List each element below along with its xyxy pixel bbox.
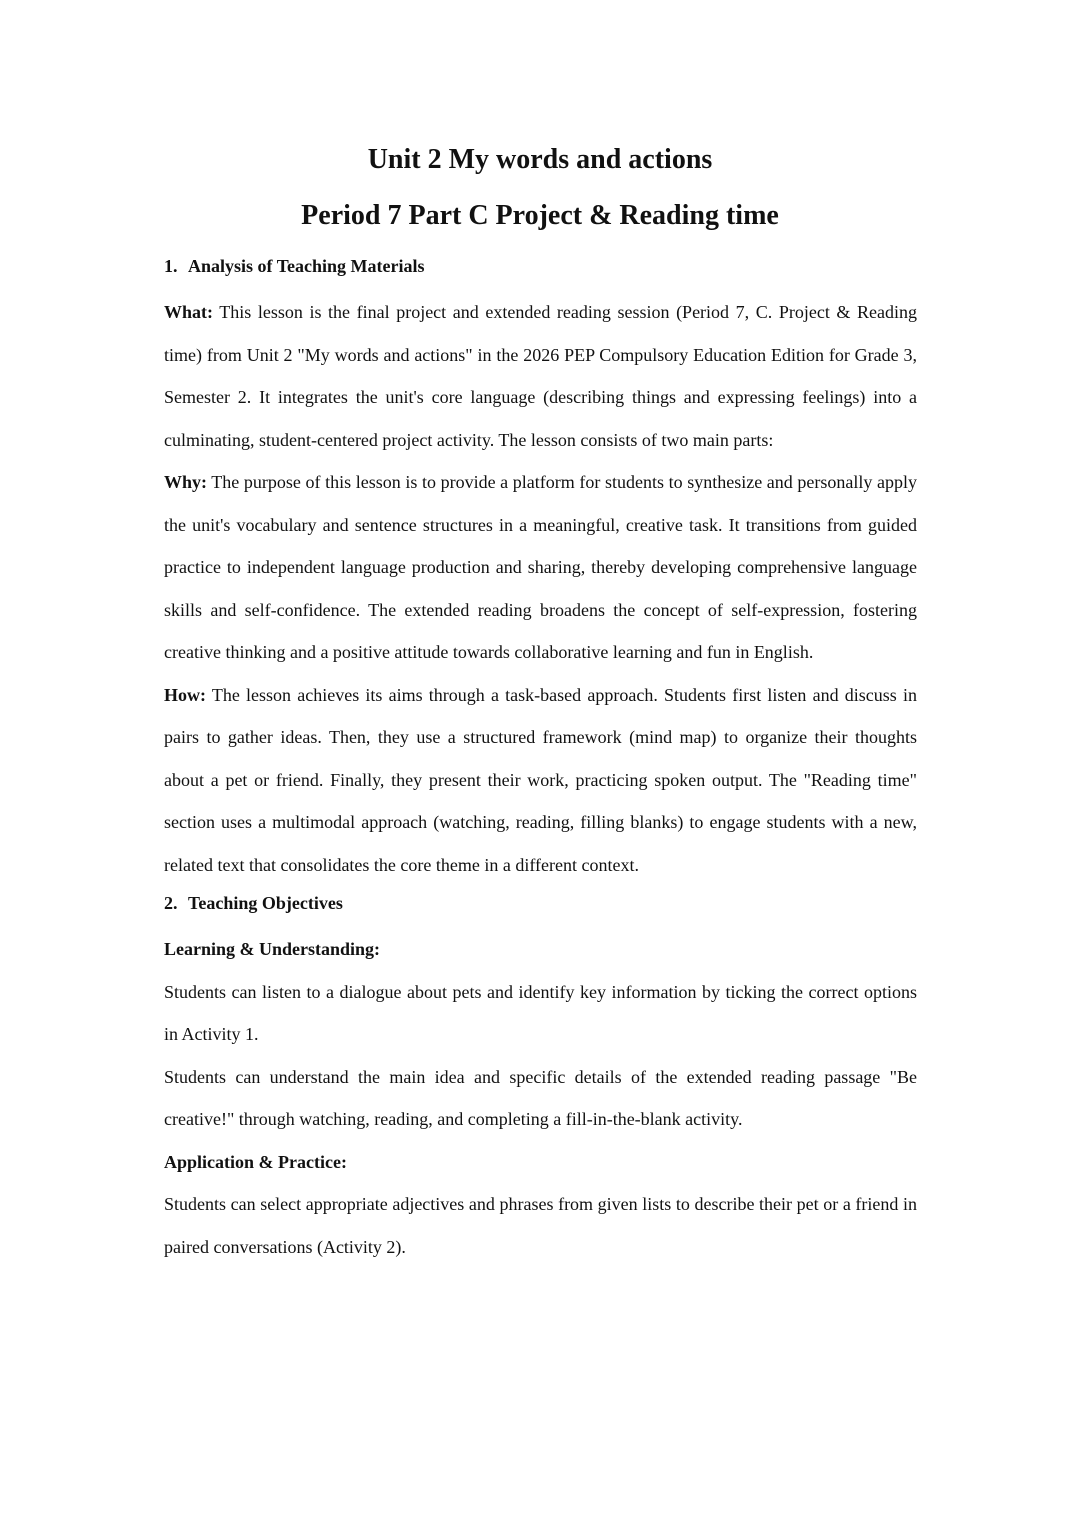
- what-text: This lesson is the final project and extended reading session (Period 7, C. Project & Reading time) from Unit 2 "My words and actions" in the 2026 PEP Compulsory Education Edition for Grade 3, Semester 2. It integrates the unit's core language (describing things and expressing feelings) into a culminating, student-centered project activity. The lesson consists of two main parts:: [164, 302, 917, 450]
- section-2-heading: [164, 886, 917, 920]
- section-1-title: Analysis of Teaching Materials: [188, 256, 425, 276]
- how-text: The lesson achieves its aims through a task-based approach. Students first listen and discuss in pairs to gather ideas. Then, they use a structured framework (mind map) to organize their thoughts about a pet or friend. Finally, they present their work, practicing spoken output. The "Reading time" section uses a multimodal approach (watching, reading, filling blanks) to engage students with a new, related text that consolidates the core theme in a different context.: [164, 684, 917, 875]
- learning-item-2: Students can understand the main idea and specific details of the extended reading passage "Be creative!" through watching, reading, and completing a fill-in-the-blank activity.: [164, 1066, 917, 1129]
- application-practice-label: Application & Practice:: [164, 1151, 347, 1172]
- why-text: The purpose of this lesson is to provide a platform for students to synthesize and personally apply the unit's vocabulary and sentence structures in a meaningful, creative task. It transitions from guided practice to independent language production and sharing, thereby developing comprehensive language skills and self-confidence. The extended reading broadens the concept of self-expression, fostering creative thinking and a positive attitude towards collaborative learning and fun in English.: [164, 472, 917, 662]
- learning-item-1: Students can listen to a dialogue about pets and identify key information by ticking the correct options in Activity 1.: [164, 981, 917, 1044]
- document-body: [164, 249, 917, 1268]
- section-2-title: Teaching Objectives: [188, 893, 343, 913]
- section-2-number: 2.: [164, 893, 178, 913]
- how-label: How:: [164, 684, 206, 705]
- how-paragraph: [164, 674, 917, 887]
- section-1-number: 1.: [164, 256, 178, 276]
- document-subtitle: Period 7 Part C Project & Reading time: [301, 200, 779, 231]
- learning-understanding-label: Learning & Understanding:: [164, 939, 381, 959]
- application-item-1: Students can select appropriate adjectives and phrases from given lists to describe their pet or a friend in paired conversations (Activity 2).: [164, 1194, 917, 1257]
- document-title: Unit 2 My words and actions: [367, 144, 713, 175]
- section-1-heading: [164, 249, 917, 283]
- what-label: What:: [164, 302, 213, 322]
- why-label: Why:: [164, 472, 208, 492]
- what-paragraph: [164, 291, 917, 461]
- why-paragraph: [164, 461, 917, 674]
